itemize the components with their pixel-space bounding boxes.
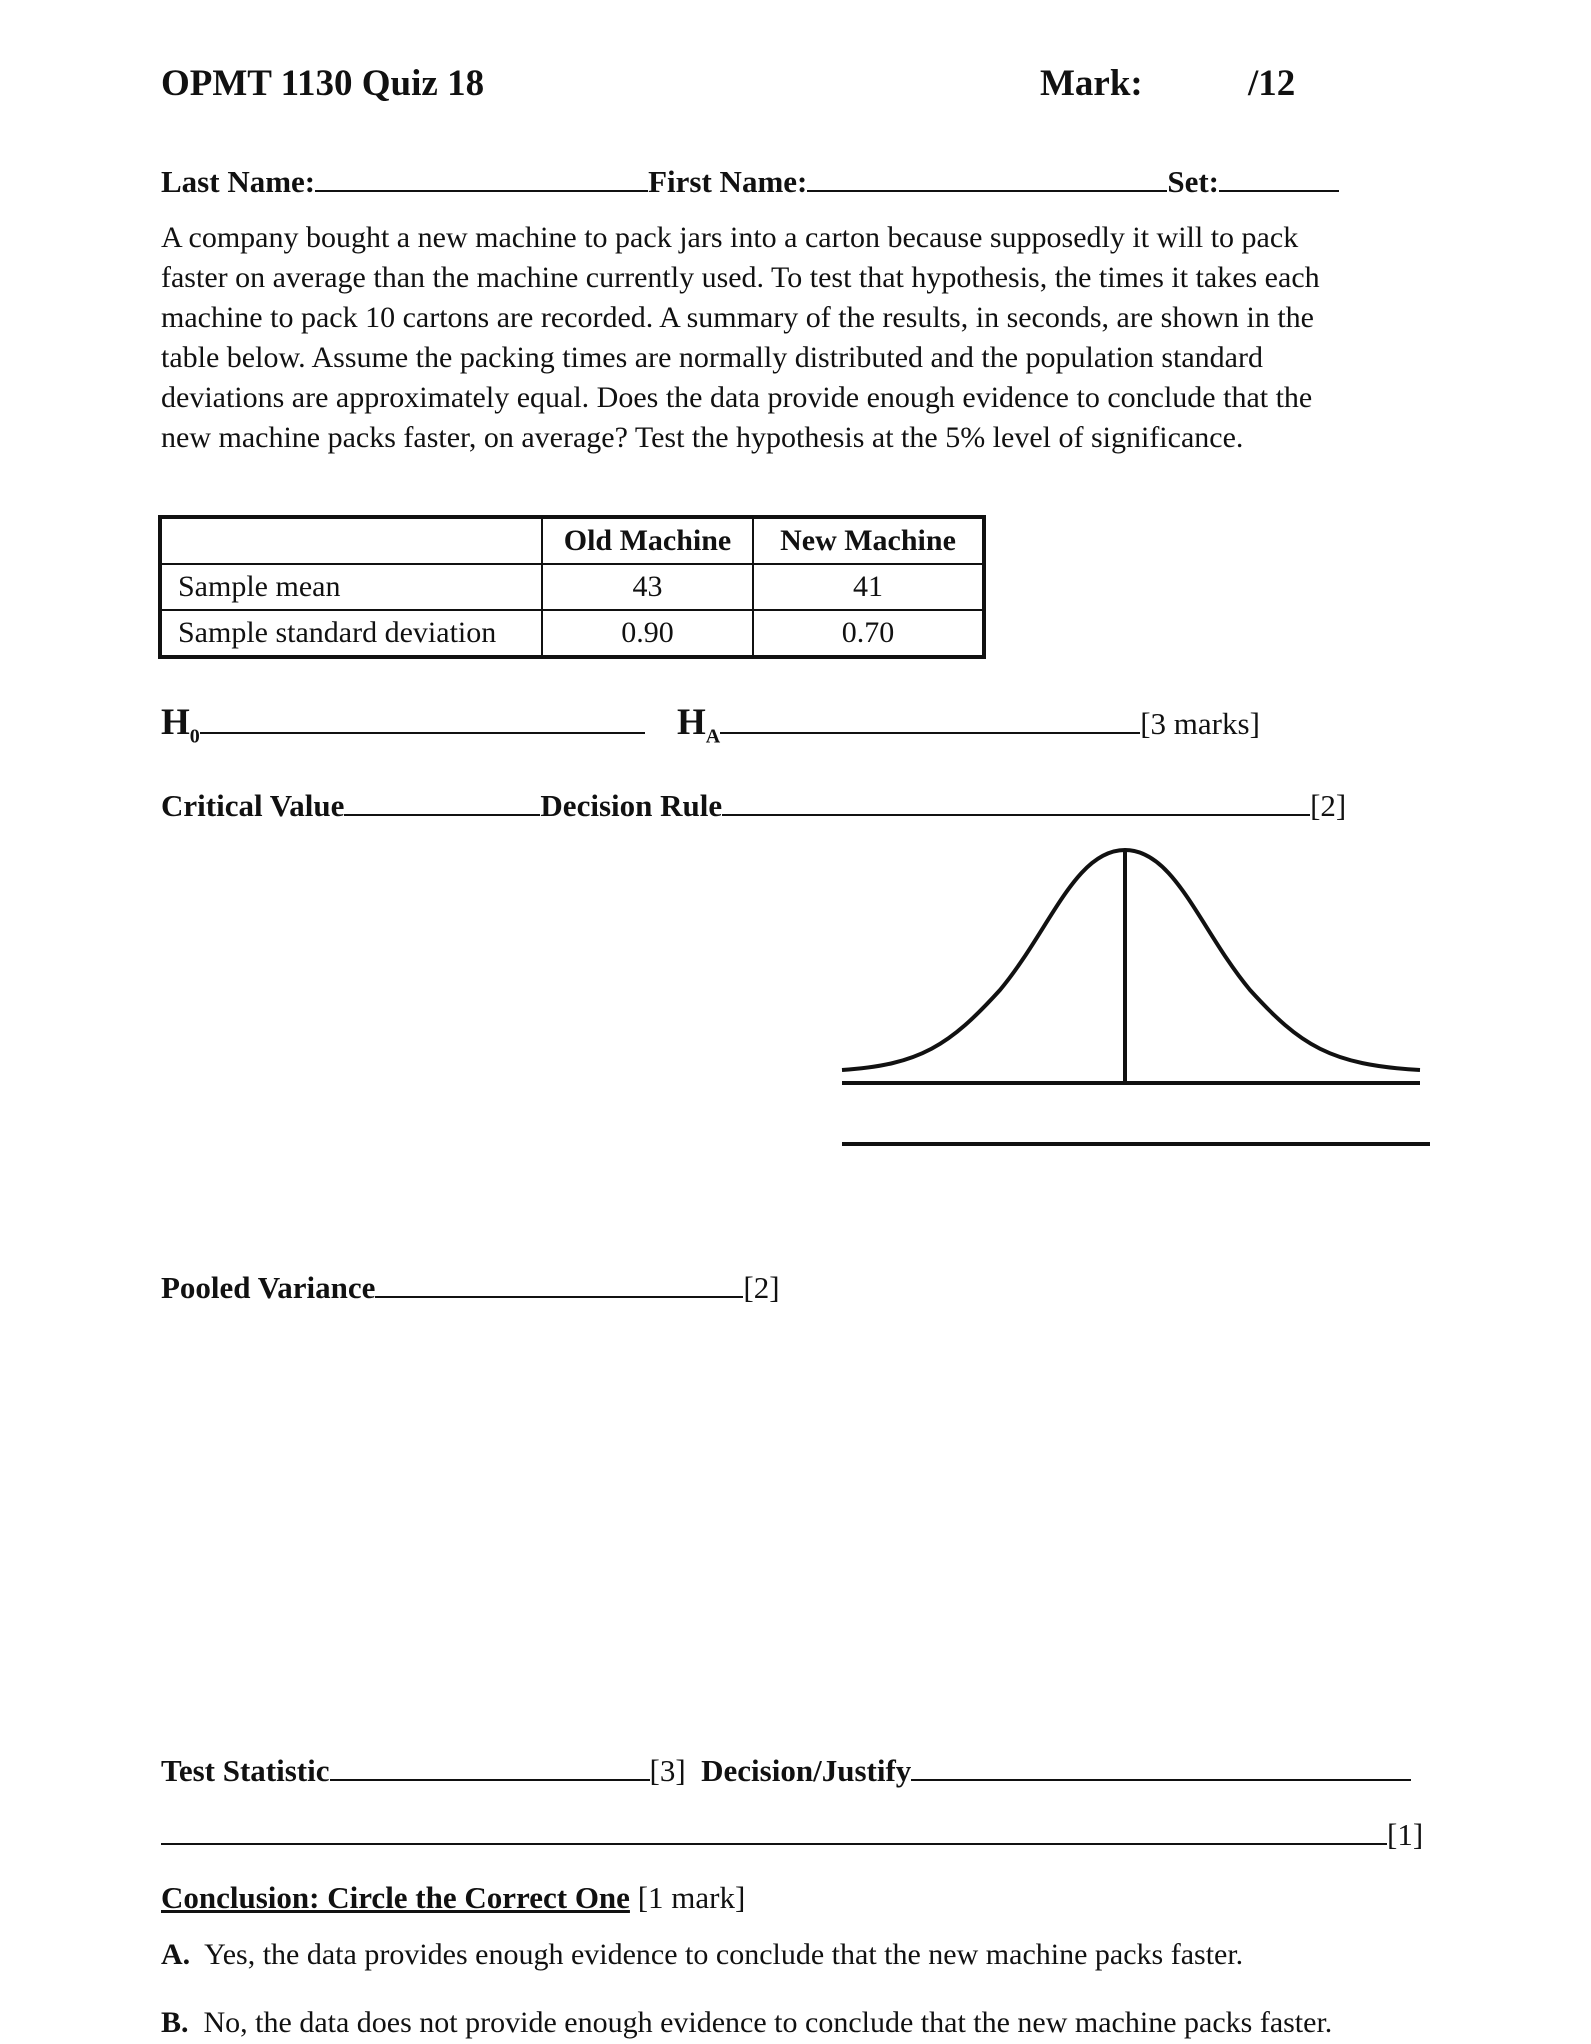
mark-label: Mark: bbox=[1040, 63, 1143, 104]
mark-total: /12 bbox=[1248, 63, 1296, 104]
test-stat-row bbox=[161, 1751, 1411, 1789]
test-statistic-label: Test Statistic bbox=[161, 1753, 330, 1788]
critical-marks: [2] bbox=[1310, 788, 1347, 823]
table-header-new: New Machine bbox=[753, 517, 984, 564]
critical-value-label: Critical Value bbox=[161, 788, 345, 823]
table-row bbox=[160, 564, 984, 610]
h0-label: H bbox=[161, 702, 190, 743]
normal-curve-diagram bbox=[840, 845, 1440, 1155]
last-name-field[interactable] bbox=[315, 162, 648, 192]
decision-rule-label: Decision Rule bbox=[540, 788, 723, 823]
bell-curve bbox=[842, 850, 1420, 1070]
pooled-marks: [2] bbox=[743, 1270, 780, 1305]
hypotheses-marks: [3 marks] bbox=[1140, 706, 1260, 741]
h0-subscript: 0 bbox=[189, 725, 200, 748]
h0-row bbox=[161, 700, 645, 748]
table-row bbox=[160, 610, 984, 657]
ha-label: H bbox=[677, 702, 706, 743]
quiz-title: OPMT 1130 Quiz 18 bbox=[161, 63, 485, 104]
first-name-label: First Name: bbox=[648, 164, 808, 199]
cell-old: 43 bbox=[542, 564, 753, 610]
h0-field[interactable] bbox=[200, 700, 645, 734]
set-label: Set: bbox=[1167, 164, 1220, 199]
problem-text: A company bought a new machine to pack jars into a carton because supposedly it will to pack faster on average than the machine currently used. To test that hypothesis, the times it takes each machine to pack 10 cartons are recorded. A summary of the results, in seconds, are shown in the table below. Assume the packing times are normally distributed and the population standard deviations are approximately equal. Does the data provide enough evidence to conclude that the new machine packs faster, on average? Test the hypothesis at the 5% level of significance. bbox=[161, 221, 1320, 454]
summary-table bbox=[158, 515, 986, 659]
option-b[interactable] bbox=[161, 2006, 1332, 2040]
critical-row bbox=[161, 786, 1346, 824]
decision-justify-field[interactable] bbox=[911, 1751, 1411, 1781]
conclusion-heading-row bbox=[161, 1880, 745, 1916]
ha-subscript: A bbox=[705, 725, 721, 748]
first-name-field[interactable] bbox=[807, 162, 1167, 192]
pooled-variance-label: Pooled Variance bbox=[161, 1270, 376, 1305]
cell-old: 0.90 bbox=[542, 610, 753, 657]
option-letter: B. bbox=[161, 2006, 189, 2039]
option-letter: A. bbox=[161, 1938, 191, 1971]
table-header-old: Old Machine bbox=[542, 517, 753, 564]
decision-justify-field-2[interactable] bbox=[161, 1815, 1387, 1845]
conclusion-marks: [1 mark] bbox=[637, 1880, 746, 1915]
option-a[interactable] bbox=[161, 1938, 1243, 1972]
option-text: Yes, the data provides enough evidence to conclude that the new machine packs faster. bbox=[204, 1938, 1244, 1971]
option-text: No, the data does not provide enough evidence to conclude that the new machine packs faster. bbox=[203, 2006, 1333, 2039]
critical-value-field[interactable] bbox=[344, 786, 540, 816]
table-header-row bbox=[160, 517, 984, 564]
pooled-variance-field[interactable] bbox=[375, 1268, 743, 1298]
test-statistic-field[interactable] bbox=[330, 1751, 650, 1781]
ha-row bbox=[677, 700, 1260, 748]
cell-new: 0.70 bbox=[753, 610, 984, 657]
decision-line-row bbox=[161, 1815, 1423, 1853]
cell-new: 41 bbox=[753, 564, 984, 610]
conclusion-heading: Conclusion: Circle the Correct One bbox=[161, 1880, 630, 1915]
decision-marks: [1] bbox=[1387, 1817, 1424, 1852]
decision-justify-label: Decision/Justify bbox=[701, 1753, 912, 1788]
name-row bbox=[161, 162, 1339, 200]
set-field[interactable] bbox=[1219, 162, 1339, 192]
pooled-row bbox=[161, 1268, 780, 1306]
ha-field[interactable] bbox=[720, 700, 1140, 734]
row-label: Sample mean bbox=[160, 564, 542, 610]
test-stat-marks: [3] bbox=[649, 1753, 686, 1788]
last-name-label: Last Name: bbox=[161, 164, 316, 199]
row-label: Sample standard deviation bbox=[160, 610, 542, 657]
table-header-blank bbox=[160, 517, 542, 564]
decision-rule-field[interactable] bbox=[722, 786, 1310, 816]
